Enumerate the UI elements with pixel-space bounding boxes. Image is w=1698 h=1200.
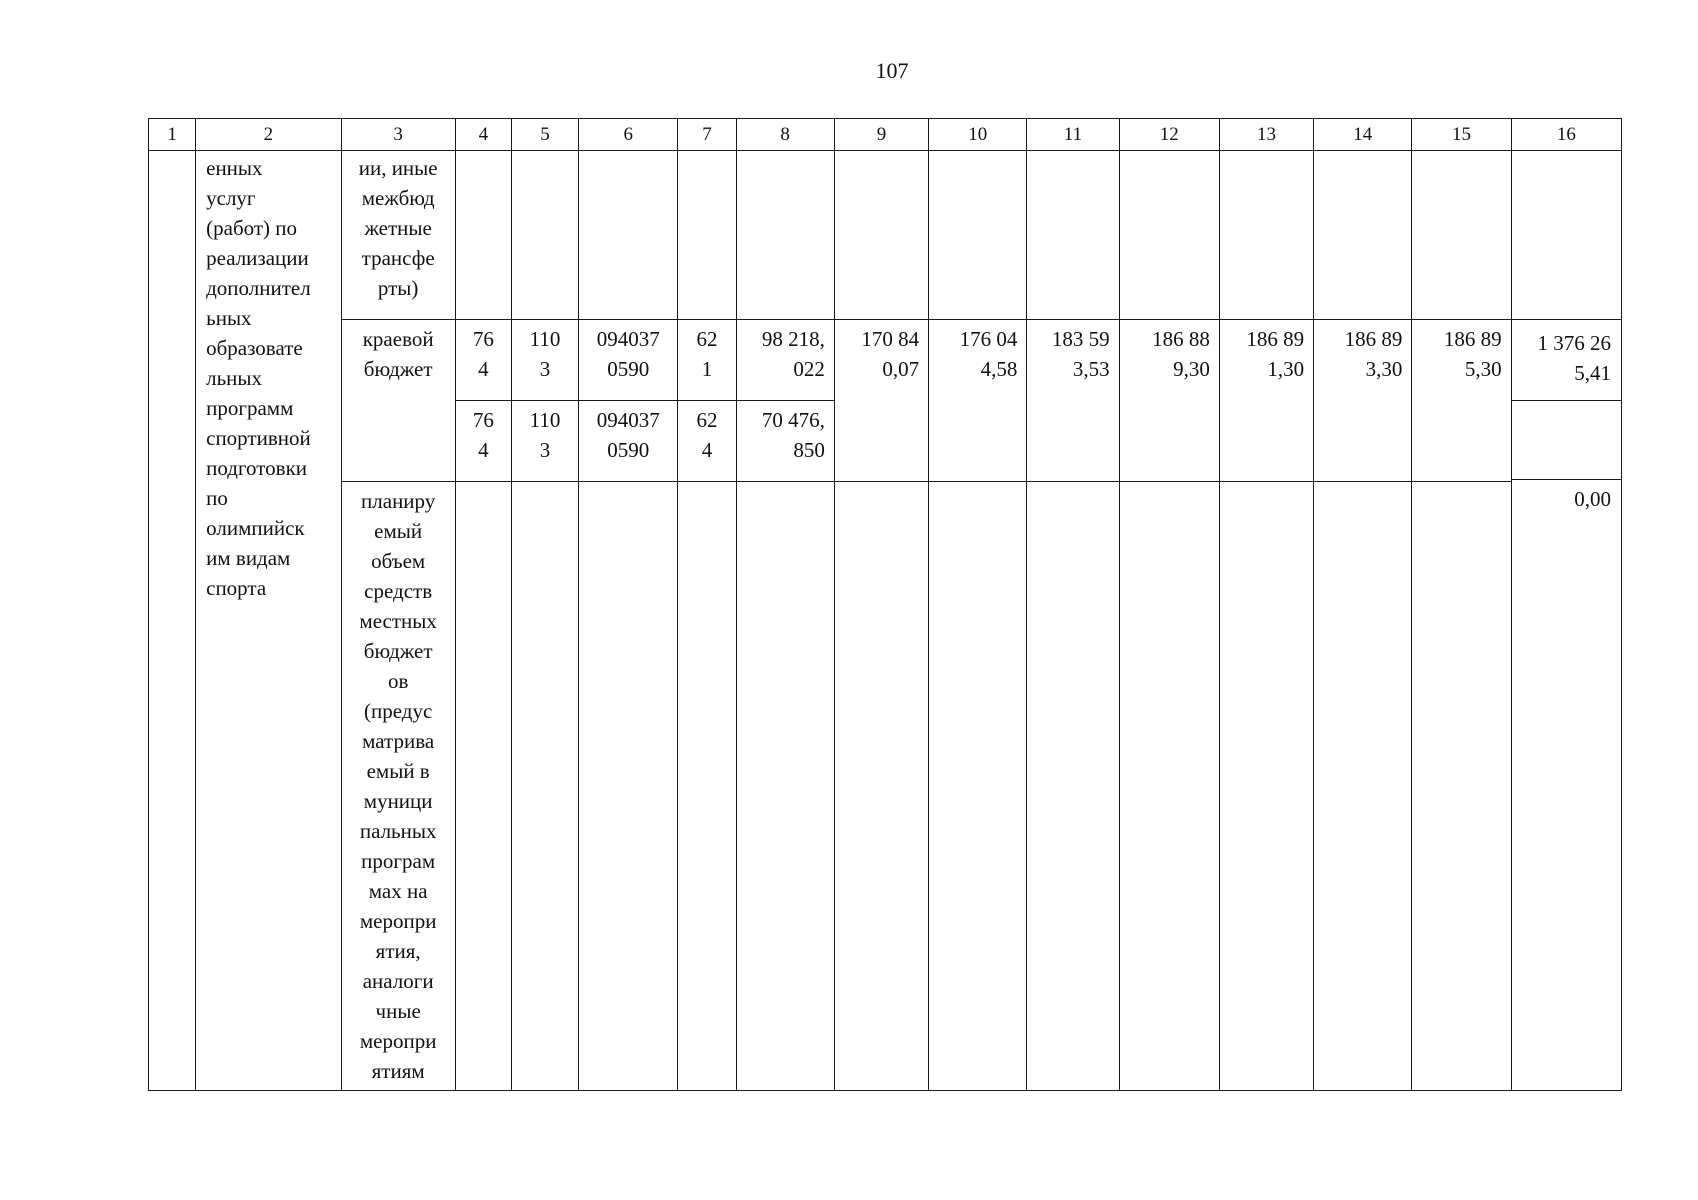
table-cell: 186 89 1,30 (1219, 320, 1313, 482)
column-number: 9 (834, 119, 928, 151)
table-cell (929, 482, 1027, 1091)
table-cell (579, 482, 678, 1091)
column-number: 13 (1219, 119, 1313, 151)
table-cell (1119, 151, 1219, 320)
column-number: 6 (579, 119, 678, 151)
total-empty (1512, 401, 1621, 480)
row-index-cell (149, 151, 196, 1091)
table-cell: 62 4 (678, 401, 736, 482)
table-cell: 110 3 (511, 401, 578, 482)
table-cell (736, 151, 834, 320)
column-number: 10 (929, 119, 1027, 151)
table-cell (1314, 151, 1412, 320)
column-number: 8 (736, 119, 834, 151)
table-cell (455, 482, 511, 1091)
table-cell: 110 3 (511, 320, 578, 401)
column-number: 15 (1412, 119, 1511, 151)
funding-source: ии, иные межбюд жетные трансфе рты) (341, 151, 455, 320)
table-cell (1119, 482, 1219, 1091)
column-number: 16 (1511, 119, 1621, 151)
funding-source: планиру емый объем средств местных бюджет ов (предус матрива емый в муници пальных програм мах на меропри ятия, аналоги чные меропри ятиям (341, 482, 455, 1091)
table-cell: 186 89 5,30 (1412, 320, 1511, 482)
table-row (149, 482, 1622, 1091)
table-cell: 186 88 9,30 (1119, 320, 1219, 482)
table-cell: 170 84 0,07 (834, 320, 928, 482)
table-cell (834, 482, 928, 1091)
table-cell (929, 151, 1027, 320)
table-cell (455, 151, 511, 320)
table-cell: 70 476, 850 (736, 401, 834, 482)
table-cell (579, 151, 678, 320)
table-cell: 176 04 4,58 (929, 320, 1027, 482)
column-number: 1 (149, 119, 196, 151)
table-cell (1511, 151, 1621, 320)
table-cell (736, 482, 834, 1091)
column-number: 4 (455, 119, 511, 151)
column-number: 7 (678, 119, 736, 151)
column-number: 11 (1027, 119, 1119, 151)
column-number: 14 (1314, 119, 1412, 151)
funding-source: краевой бюджет (341, 320, 455, 482)
table-cell (1219, 151, 1313, 320)
table-cell (1412, 151, 1511, 320)
column-number: 3 (341, 119, 455, 151)
table-cell: 98 218, 022 (736, 320, 834, 401)
total-regional: 1 376 26 5,41 (1512, 324, 1621, 401)
table-cell: 186 89 3,30 (1314, 320, 1412, 482)
budget-table (148, 118, 1622, 1091)
table-cell (1027, 151, 1119, 320)
table-cell: 094037 0590 (579, 320, 678, 401)
table-cell (1314, 482, 1412, 1091)
table-cell: 183 59 3,53 (1027, 320, 1119, 482)
table-cell (1412, 482, 1511, 1091)
total-cell (1511, 320, 1621, 1091)
table-cell (1219, 482, 1313, 1091)
page-number: 107 (875, 58, 909, 83)
table-cell (834, 151, 928, 320)
table-cell: 62 1 (678, 320, 736, 401)
table-row (149, 320, 1622, 401)
table-cell: 76 4 (455, 320, 511, 401)
column-number: 2 (196, 119, 341, 151)
table-row (149, 151, 1622, 320)
table-cell (1027, 482, 1119, 1091)
activity-name: енных услуг (работ) по реализации дополнител ьных образовате льных программ спортивной подготовки по олимпийск им видам спорта (196, 151, 341, 1091)
total-local: 0,00 (1574, 487, 1611, 511)
column-number: 12 (1119, 119, 1219, 151)
table-cell: 76 4 (455, 401, 511, 482)
column-number: 5 (511, 119, 578, 151)
table-cell (678, 482, 736, 1091)
column-number-row (149, 119, 1622, 151)
table-cell: 094037 0590 (579, 401, 678, 482)
table-cell (511, 151, 578, 320)
table-cell (678, 151, 736, 320)
table-cell (511, 482, 578, 1091)
